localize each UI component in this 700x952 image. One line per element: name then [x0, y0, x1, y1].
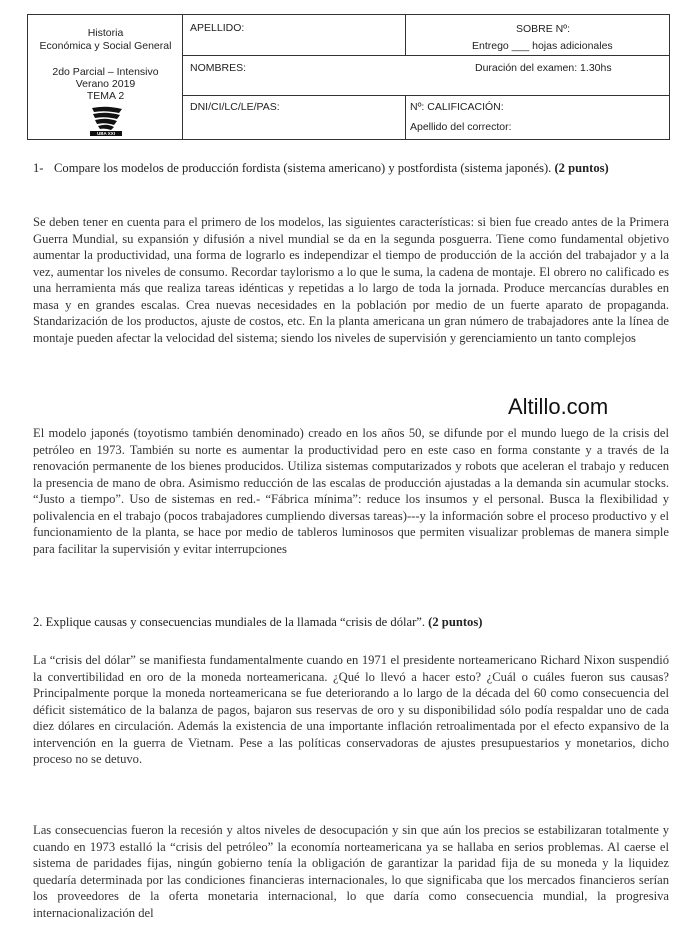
corrector-label: Apellido del corrector:: [410, 121, 512, 133]
question-2-points: (2 puntos): [428, 615, 483, 629]
exam-header-table: [27, 14, 670, 140]
question-1-text: Compare los modelos de producción fordista (sistema americano) y postfordista (sistema japonés).: [54, 161, 552, 175]
column-divider: [405, 15, 406, 55]
row-divider: [183, 95, 669, 96]
calificacion-label: Nº: CALIFICACIÓN:: [410, 101, 504, 113]
apellido-label: APELLIDO:: [190, 22, 245, 34]
subject-title: Historia Económica y Social General: [39, 27, 172, 52]
question-2-text: 2. Explique causas y consecuencias mundiales de la llamada “crisis de dólar”.: [33, 615, 426, 629]
exam-info: 2do Parcial – Intensivo Verano 2019 TEMA 2: [52, 66, 159, 102]
duracion-label: Duración del examen: 1.30hs: [475, 62, 612, 74]
question-1-number: 1-: [33, 161, 44, 175]
answer-1-paragraph-2: El modelo japonés (toyotismo también denominado) creado en los años 50, se difunde por el mundo luego de la crisis del petróleo en 1973. También su norte es aumentar la productividad pero en este caso en forma constante y a través de la renovación permanente de los bienes producidos. Utiliza sistemas computarizados y robots que aceleran el trabajo y reducen la presencia de mano de obra. Asimismo reducción de las escalas de producción ajustadas a la demanda sin acumular stocks. “Justo a tiempo”. Uso de sistemas en red.- “Fábrica mínima”: reduce los insumos y el personal. Busca la flexibilidad y polivalencia en el trabajo (pocos trabajadores cumpliendo diversas tareas)---y la información sobre el proceso productivo y el funcionamiento de la planta, se hace por medio de tableros luminosos que permiten visualizar problemas de manera simple para facilitar la supervisión y evitar interrupciones: [33, 426, 669, 556]
question-2: [33, 614, 673, 631]
subject-cell: [28, 15, 183, 139]
answer-2-paragraph-2: Las consecuencias fueron la recesión y altos niveles de desocupación y sin que aún los precios se estabilizaran totalmente y cuando en 1973 estalló la “crisis del petróleo” la economía norteamericana ya se hallaba en serios problemas. Al caerse el sistema de paridades fijas, ningún gobierno tenía la obligación de garantizar la paridad fija de su moneda y la liquidez quedaría determinada por las condiciones financieras internacionales, lo que significaba que los mercados financieros serían los proveedores de la oferta monetaria internacional, lo que daría como consecuencia mundial, la progresiva internacionalización del: [33, 823, 669, 920]
altillo-watermark: Altillo.com: [508, 394, 609, 419]
row-divider: [183, 55, 669, 56]
svg-text:UBA XXI: UBA XXI: [96, 131, 116, 136]
answer-2-paragraph-1: La “crisis del dólar” se manifiesta fundamentalmente cuando en 1971 el presidente norteamericano Richard Nixon suspendió la convertibilidad en oro de la moneda norteamericana. ¿Qué lo llevó a hacer esto? ¿Cuál o cuáles fueron sus causas? Principalmente porque la moneda norteamericana se fue deteriorando a lo largo de la década del 60 como consecuencia del déficit sistemático de la balanza de pagos, bajaron sus reservas de oro y su disponibilidad sólo podía respaldar uno de cada diez dólares en circulación. Además la existencia de una importante inflación retroalimentada por el efecto expansivo de la intervención en la guerra de Vietnam. Pese a las políticas conservadoras de ajustes presupuestarios y monetarios, dicho proceso no se detuvo.: [33, 653, 669, 766]
question-1: [54, 160, 669, 177]
sobre-label: SOBRE Nº:: [516, 23, 571, 35]
answer-1-paragraph-1: Se deben tener en cuenta para el primero de los modelos, las siguientes características: si bien fue creado antes de la Primera Guerra Mundial, su expansión y difusión a nivel mundial se da en la segunda posguerra. Tiene como fundamental objetivo aumentar la productividad, una forma de lograrlo es independizar el tiempo de producción de la acción del trabajador y a la vez, aumentar los niveles de consumo. Recordar taylorismo a lo que le suma, la cadena de montaje. El obrero no calificado es una herramienta más que realiza tareas idénticas y repetidas a lo largo de toda la jornada. Produce mercancías durables en masa y en grandes escalas. Crea nuevas necesidades en la población por medio de un fuerte aparato de propaganda. Standarización de los productos, ajuste de costos, etc. En la planta americana un gran número de trabajadores ante la línea de montaje pueden afectar la velocidad del sistema; siendo los niveles de supervisión y gerenciamiento un tanto complejos: [33, 215, 669, 345]
entrego-label: Entrego ___ hojas adicionales: [472, 40, 613, 52]
column-divider: [405, 95, 406, 139]
dni-label: DNI/CI/LC/LE/PAS:: [190, 101, 280, 113]
uba-xxi-logo: [86, 106, 126, 136]
nombres-label: NOMBRES:: [190, 62, 247, 74]
question-1-points: (2 puntos): [554, 161, 609, 175]
